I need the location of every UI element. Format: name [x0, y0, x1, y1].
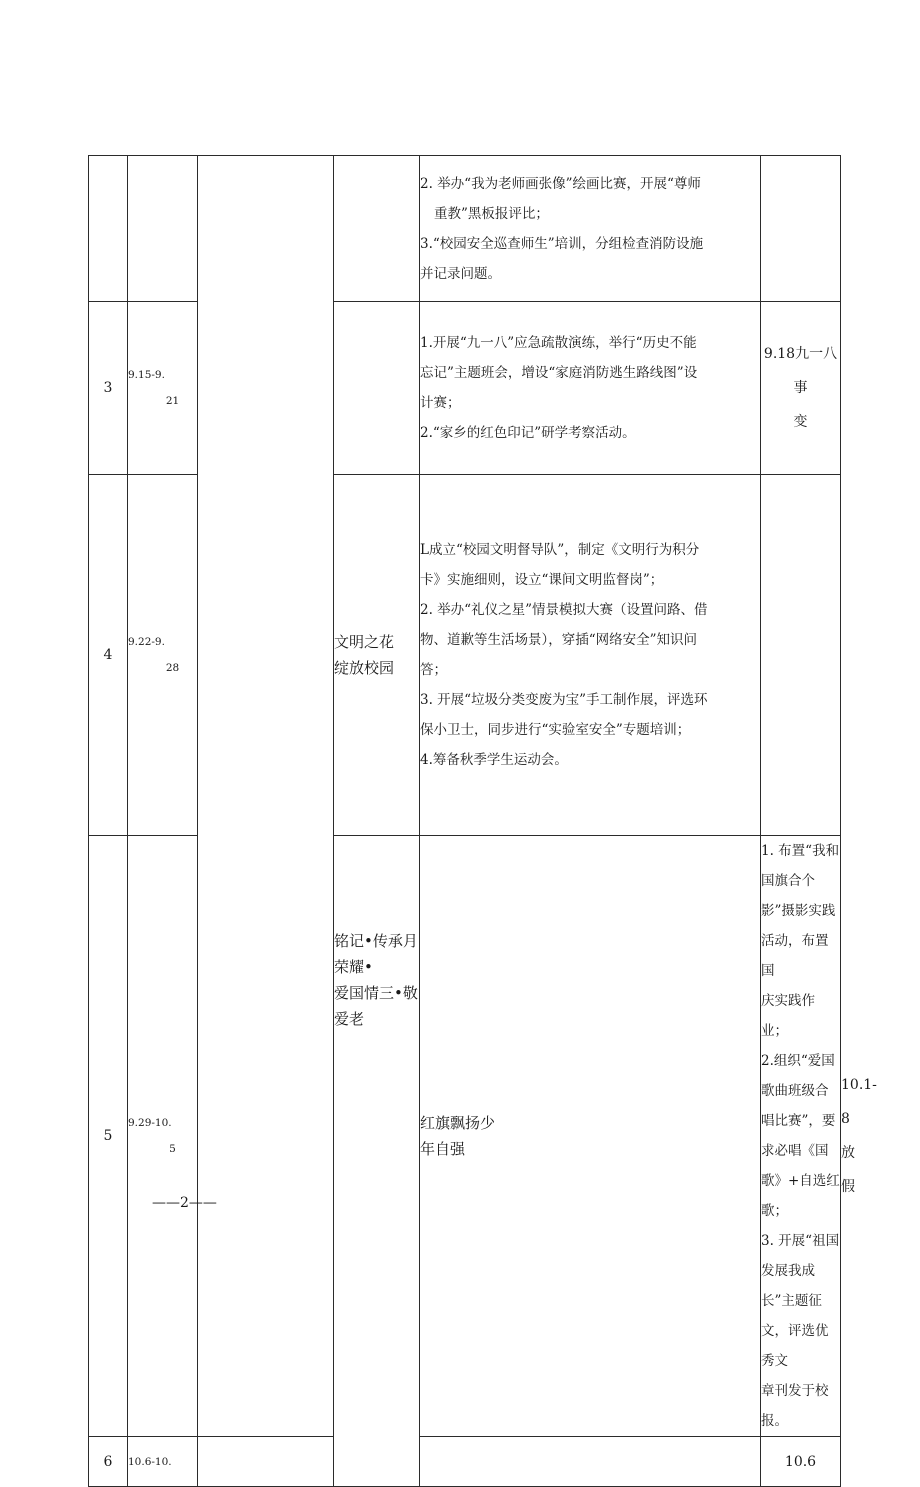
row-subtheme — [334, 156, 420, 302]
row-activities: 1.开展“九一八”应急疏散演练，举行“历史不能 忘记”主题班会，增设“家庭消防逃生路线图”设 计赛； 2.“家乡的红色印记”研学考察活动。 — [420, 302, 761, 475]
theme-cell-empty — [198, 156, 334, 1437]
row-note: 9.18九一八 事 变 — [761, 302, 841, 475]
row-activities: 1. 布置“我和国旗合个影”摄影实践活动，布置国 庆实践作业； 2.组织“爱国歌曲班级合唱比赛”，要求必唱《国 歌》+自选红歌； 3. 开展“祖国发展我成长”主题征文，评选优秀文 章刊发于校报。 — [761, 836, 841, 1437]
row-note — [761, 475, 841, 836]
table-row — [89, 1437, 841, 1487]
theme-cell: 铭记•传承月荣耀• 爱国情三•敬爱老 — [334, 836, 420, 1487]
row-subtheme: 文明之花 绽放校园 — [334, 475, 420, 836]
row-subtheme — [198, 1437, 334, 1487]
row-date: 10.6-10. — [128, 1437, 198, 1487]
row-date: 9.15-9. 21 — [128, 302, 198, 475]
row-number: 6 — [89, 1437, 128, 1487]
row-subtheme — [334, 302, 420, 475]
row-subtheme: 红旗飘扬少 年自强 — [420, 836, 761, 1437]
row-note: 10.6 — [761, 1437, 841, 1487]
row-number: 4 — [89, 475, 128, 836]
row-date: 9.29-10. 5 — [128, 836, 198, 1437]
schedule-table — [88, 155, 877, 1487]
row-date: 9.22-9. 28 — [128, 475, 198, 836]
row-note — [761, 156, 841, 302]
table-row: 5 9.29-10. 5 铭记•传承月荣耀• 爱国情三•敬爱老 红旗飘扬少 年自强 1. 布置“我和国旗合个影”摄影实践活动，布置国 庆实践作业； 2.组织“爱国歌曲班级合唱比赛”，要求必唱《国 歌》+自选红歌； 3. 开展“祖国发展我成长”主题征文，评选优秀文 章刊发于校报。 10.1-8放假 — [89, 836, 841, 1437]
row-activities: 2. 举办“我为老师画张像”绘画比赛，开展“尊师 重教”黑板报评比； 3.“校园安全巡查师生”培训，分组检查消防设施 并记录问题。 — [420, 156, 761, 302]
row-date — [128, 156, 198, 302]
page-number: ——2—— — [152, 1195, 217, 1211]
row-activities — [420, 1437, 761, 1487]
row-activities: L成立“校园文明督导队”，制定《文明行为积分 卡》实施细则，设立“课间文明监督岗”； 2. 举办“礼仪之星”情景模拟大赛（设置问路、借 物、道歉等生活场景），穿插“网络安全”知识问 答； 3. 开展“垃圾分类变废为宝”手工制作展，评选环 保小卫士，同步进行“实验室安全”专题培训； 4.筹备秋季学生运动会。 — [420, 475, 761, 836]
table-row — [89, 156, 841, 302]
row-number: 3 — [89, 302, 128, 475]
row-number: 5 — [89, 836, 128, 1437]
row-number — [89, 156, 128, 302]
